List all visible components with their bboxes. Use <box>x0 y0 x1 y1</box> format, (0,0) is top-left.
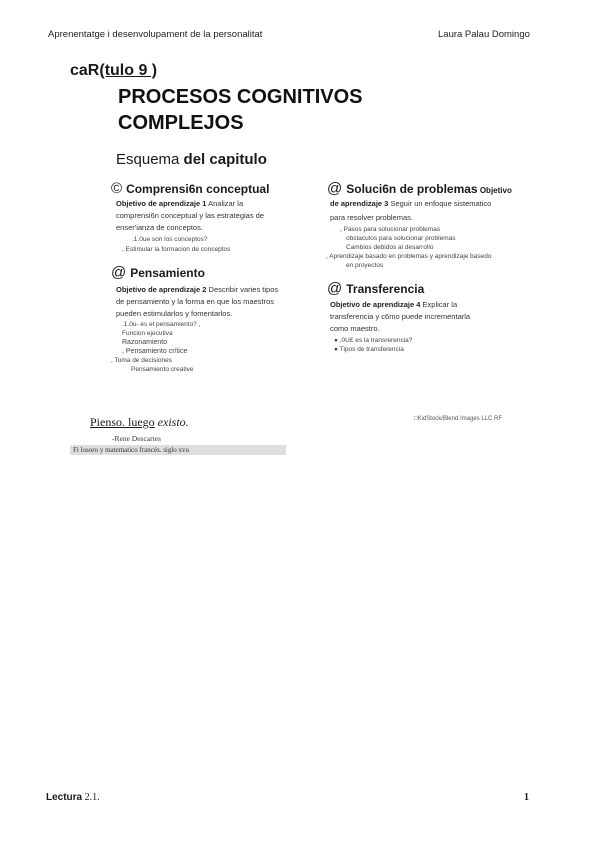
page-number: 1 <box>524 792 529 803</box>
at-icon: @ <box>327 280 343 297</box>
section-pensamiento-title: Pensamiento <box>130 266 205 280</box>
list-item: .1.0ue son los conceptos? <box>132 236 208 243</box>
objective-2-line2: de pensamiento y la forma en que los maestros <box>116 297 275 306</box>
list-item <box>334 346 404 355</box>
chapter-label <box>70 62 157 80</box>
objective-1-line1: Analizar la <box>206 199 244 208</box>
list-item-text: Tipos de transferencia <box>339 346 404 353</box>
scheme-heading <box>116 151 267 168</box>
list-item: obstaculos para solucionar problemas <box>346 235 456 242</box>
list-item: Razonamiento <box>122 339 168 346</box>
list-item: , Pensamiento cr/tice <box>122 348 188 355</box>
section-comprension-heading <box>111 180 269 197</box>
section-transferencia-title: Transferencia <box>346 282 425 296</box>
objective-4-line3: como maestro. <box>330 324 380 333</box>
objective-4-label: Objetivo de aprendizaje 4 <box>330 300 421 309</box>
section-transferencia-heading <box>327 280 424 297</box>
chapter-prefix: caR <box>70 62 100 79</box>
section-pensamiento-heading <box>111 264 205 281</box>
quote <box>90 415 189 430</box>
chapter-title-line2: COMPLEJOS <box>118 112 244 134</box>
list-item: Funcion ejecutiva <box>122 330 173 337</box>
section-solucion-objective-label: Objetivo <box>477 186 512 195</box>
objective-3-line1: Seguir un enfoque sistematico <box>388 199 492 208</box>
scheme-normal: Esquema <box>116 151 184 168</box>
list-item: en proyectos <box>346 262 384 269</box>
copyright-icon: © <box>111 180 123 197</box>
objective-4-line1: Explicar la <box>420 300 458 309</box>
objective-4-line2: transferencia y c6mo puede incrementarla <box>330 312 471 321</box>
list-item-text: ,0U£ es la transrerencia? <box>339 337 413 344</box>
bullet-icon: ● <box>334 337 338 344</box>
bullet-icon: ● <box>334 346 338 353</box>
objective-3-label: de aprendizaje 3 <box>330 199 389 208</box>
objective-1 <box>116 198 296 234</box>
list-item: , Estimular la formacion de conceptos <box>122 246 231 253</box>
list-item: Pensamiento creative <box>131 366 194 373</box>
list-item: , Aprendizaje basado en problemas y aprendizaje basedo <box>326 253 492 260</box>
section-solucion-title: Soluci6n de problemas <box>346 182 478 196</box>
objective-2 <box>116 284 306 320</box>
quote-author: -Rene Descartes <box>112 434 161 443</box>
list-item: , Toma de decisiones <box>111 357 172 364</box>
running-header-left: Aprenentatge i desenvolupament de la personalitat <box>48 29 263 40</box>
chapter-title <box>118 84 418 136</box>
objective-2-label: Objetivo de aprendizaje 2 <box>116 285 207 294</box>
section-comprension-title: Comprensi6n conceptual <box>126 182 270 196</box>
chapter-number: (tulo 9 ) <box>99 62 158 79</box>
list-item: .1.0u- es el pensamiento? , <box>122 321 201 328</box>
objective-1-line2: comprensi6n conceptual y las estrategias de <box>116 211 265 220</box>
list-item: Cambios debidos al desarrollo <box>346 244 434 251</box>
objective-2-line3: pueden estimularlos y fomentarlos. <box>116 309 233 318</box>
at-icon: @ <box>327 180 343 197</box>
footer-left <box>46 792 100 803</box>
chapter-title-line1: PROCESOS COGNITIVOS <box>118 86 363 108</box>
quote-underlined: Pienso. luego <box>90 415 155 429</box>
quote-italic: existo. <box>154 415 189 429</box>
running-header-right: Laura Palau Domingo <box>438 29 530 40</box>
quote-caption: Fi losoro y matematico francés. siglo xvu <box>70 445 286 455</box>
objective-1-line3: enser'ianza de conceptos. <box>116 223 203 232</box>
footer-number: 2.1. <box>82 792 100 803</box>
objective-4 <box>330 299 520 335</box>
objective-3 <box>330 198 530 224</box>
list-item <box>334 337 412 346</box>
objective-2-line1: Describir varies tipos <box>206 285 279 294</box>
footer-lectura: Lectura <box>46 792 83 803</box>
image-credit: □KidStock/Blend Images LLC RF <box>414 416 502 422</box>
list-item: , Pasos para solucionar problemas <box>340 226 441 233</box>
objective-3-line2: para resolver problemas. <box>330 213 413 222</box>
at-icon: @ <box>111 264 127 281</box>
scheme-bold: del capitulo <box>183 151 267 168</box>
section-solucion-heading <box>327 180 512 197</box>
objective-1-label: Objetivo de aprendizaje 1 <box>116 199 207 208</box>
